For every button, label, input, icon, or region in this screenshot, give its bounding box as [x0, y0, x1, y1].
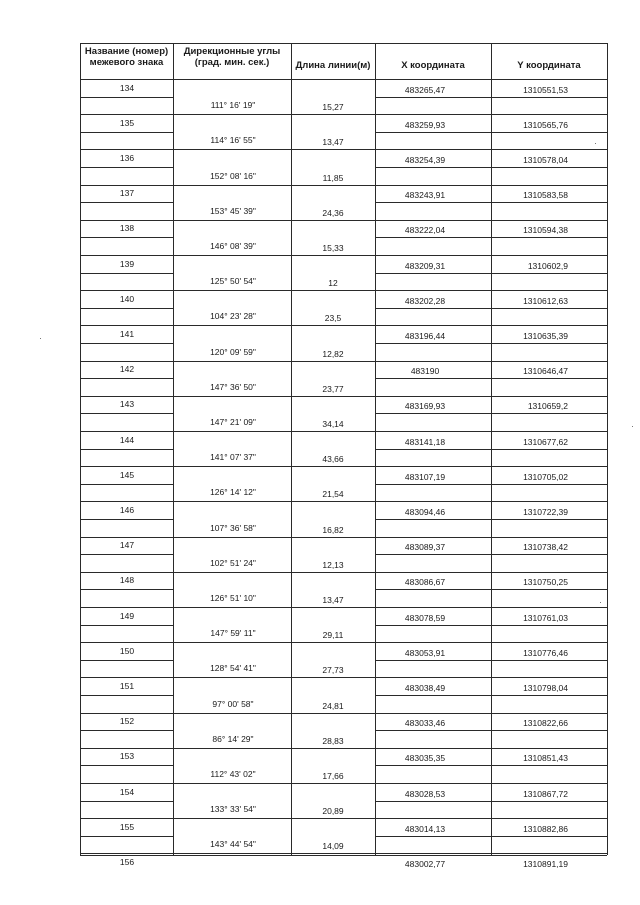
direction-angle: 147° 36' 50": [210, 381, 256, 392]
rule-segment-top: [173, 537, 375, 538]
header-direction-angle: Дирекционные углы (град. мин. сек.): [183, 46, 281, 68]
x-coordinate: 483028,53: [404, 788, 446, 799]
table-border-bottom: [80, 855, 607, 856]
x-coordinate: 483202,28: [404, 295, 446, 306]
x-coordinate: 483089,37: [404, 542, 446, 553]
rule-coordinates: [375, 202, 607, 203]
point-name: 153: [119, 751, 135, 762]
rule-segment-top: [173, 185, 375, 186]
point-name: 139: [119, 258, 135, 269]
line-length: 23,77: [322, 383, 344, 394]
rule-segment-top: [173, 572, 375, 573]
x-coordinate: 483141,18: [404, 436, 446, 447]
rule-coordinates: [375, 167, 607, 168]
rule-coordinates: [375, 730, 607, 731]
point-name: 138: [119, 223, 135, 234]
rule-coordinates: [375, 255, 607, 256]
point-name: 155: [119, 821, 135, 832]
rule-point-name: [80, 132, 173, 133]
header-x-coordinate: X координата: [401, 60, 465, 71]
rule-coordinates: [375, 748, 607, 749]
x-coordinate: 483209,31: [404, 260, 446, 271]
point-name: 145: [119, 469, 135, 480]
direction-angle: 128° 54' 41": [210, 663, 256, 674]
line-length: 16,82: [322, 524, 344, 535]
rule-point-name: [80, 149, 173, 150]
point-name: 144: [119, 434, 135, 445]
rule-coordinates: [375, 325, 607, 326]
rule-segment-top: [173, 220, 375, 221]
y-coordinate: 1310891,19: [523, 858, 568, 869]
rule-coordinates: [375, 677, 607, 678]
rule-segment-top: [173, 713, 375, 714]
x-coordinate: 483033,46: [404, 718, 446, 729]
line-length: 15,27: [322, 102, 344, 113]
line-length: 20,89: [322, 806, 344, 817]
rule-point-name: [80, 413, 173, 414]
line-length: 17,66: [322, 770, 344, 781]
rule-coordinates: [375, 818, 607, 819]
rule-point-name: [80, 431, 173, 432]
point-name: 141: [119, 328, 135, 339]
rule-point-name: [80, 114, 173, 115]
rule-point-name: [80, 255, 173, 256]
direction-angle: 104° 23' 28": [210, 311, 256, 322]
x-coordinate: 483222,04: [404, 225, 446, 236]
point-name: 134: [119, 82, 135, 93]
rule-point-name: [80, 572, 173, 573]
x-coordinate: 483002,77: [404, 858, 446, 869]
header-line-length: Длина линии(м): [295, 60, 371, 71]
rule-segment-top: [173, 149, 375, 150]
point-name: 151: [119, 680, 135, 691]
line-length: 12: [328, 278, 338, 289]
rule-point-name: [80, 836, 173, 837]
rule-coordinates: [375, 290, 607, 291]
rule-point-name: [80, 853, 173, 854]
rule-point-name: [80, 765, 173, 766]
direction-angle: 102° 51' 24": [210, 557, 256, 568]
point-name: 156: [119, 856, 135, 867]
rule-coordinates: [375, 361, 607, 362]
y-coordinate: 1310583,58: [523, 190, 568, 201]
rule-coordinates: [375, 343, 607, 344]
rule-segment-top: [173, 607, 375, 608]
x-coordinate: 483038,49: [404, 682, 446, 693]
rule-segment-top: [173, 290, 375, 291]
rule-point-name: [80, 97, 173, 98]
rule-point-name: [80, 466, 173, 467]
rule-segment-bottom: [173, 853, 375, 854]
rule-point-name: [80, 343, 173, 344]
x-coordinate: 483035,35: [404, 753, 446, 764]
line-length: 24,36: [322, 207, 344, 218]
rule-coordinates: [375, 572, 607, 573]
x-coordinate: 483243,91: [404, 190, 446, 201]
line-length: 11,85: [322, 172, 344, 183]
direction-angle: 152° 08' 16": [210, 170, 256, 181]
x-coordinate: 483196,44: [404, 330, 446, 341]
rule-coordinates: [375, 713, 607, 714]
direction-angle: 126° 14' 12": [210, 487, 256, 498]
y-coordinate: 1310750,25: [523, 577, 568, 588]
rule-coordinates: [375, 554, 607, 555]
line-length: 12,82: [322, 348, 344, 359]
direction-angle: 125° 50' 54": [210, 276, 256, 287]
rule-point-name: [80, 783, 173, 784]
y-coordinate: 1310594,38: [523, 225, 568, 236]
rule-coordinates: [375, 642, 607, 643]
y-coordinate: 1310646,47: [523, 366, 568, 377]
line-length: 23,5: [324, 313, 342, 324]
line-length: 15,33: [322, 242, 344, 253]
rule-point-name: [80, 748, 173, 749]
direction-angle: 143° 44' 54": [210, 839, 256, 850]
y-coordinate: 1310822,66: [523, 718, 568, 729]
direction-angle: 126° 51' 10": [210, 592, 256, 603]
rule-coordinates: [375, 801, 607, 802]
rule-coordinates: [375, 765, 607, 766]
rule-point-name: [80, 818, 173, 819]
y-coordinate: 1310659,2: [527, 401, 568, 412]
rule-point-name: [80, 642, 173, 643]
rule-coordinates: [375, 695, 607, 696]
direction-angle: 141° 07' 37": [210, 452, 256, 463]
point-name: 152: [119, 716, 135, 727]
y-coordinate: 1310551,53: [523, 84, 568, 95]
rule-point-name: [80, 607, 173, 608]
point-name: 136: [119, 152, 135, 163]
rule-point-name: [80, 730, 173, 731]
direction-angle: 111° 16' 19": [210, 100, 256, 111]
point-name: 135: [119, 117, 135, 128]
x-coordinate: 483169,93: [404, 401, 446, 412]
rule-point-name: [80, 713, 173, 714]
line-length: 34,14: [322, 418, 344, 429]
rule-point-name: [80, 554, 173, 555]
rule-segment-top: [173, 748, 375, 749]
rule-coordinates: [375, 149, 607, 150]
rule-coordinates: [375, 273, 607, 274]
point-name: 148: [119, 575, 135, 586]
rule-coordinates: [375, 607, 607, 608]
rule-point-name: [80, 519, 173, 520]
x-coordinate: 483254,39: [404, 154, 446, 165]
rule-coordinates: [375, 220, 607, 221]
x-coordinate: 483053,91: [404, 647, 446, 658]
rule-point-name: [80, 449, 173, 450]
x-coordinate: 483014,13: [404, 823, 446, 834]
point-name: 142: [119, 364, 135, 375]
column-line-2: [291, 43, 292, 855]
rule-coordinates: [375, 625, 607, 626]
rule-point-name: [80, 695, 173, 696]
direction-angle: 147° 21' 09": [210, 416, 256, 427]
rule-coordinates: [375, 237, 607, 238]
direction-angle: 120° 09' 59": [210, 346, 256, 357]
rule-segment-top: [173, 255, 375, 256]
x-coordinate: 483086,67: [404, 577, 446, 588]
rule-coordinates: [375, 378, 607, 379]
rule-segment-top: [173, 501, 375, 502]
rule-point-name: [80, 625, 173, 626]
line-length: 14,09: [322, 841, 344, 852]
rule-segment-top: [173, 783, 375, 784]
rule-segment-top: [173, 818, 375, 819]
rule-point-name: [80, 660, 173, 661]
rule-coordinates: [375, 537, 607, 538]
rule-point-name: [80, 677, 173, 678]
line-length: 29,11: [322, 630, 344, 641]
line-length: 28,83: [322, 735, 344, 746]
rule-segment-top: [173, 79, 375, 80]
direction-angle: 86° 14' 29": [212, 733, 254, 744]
y-coordinate: 1310565,76: [523, 119, 568, 130]
y-coordinate: 1310635,39: [523, 330, 568, 341]
x-coordinate: 483190: [410, 366, 440, 377]
y-coordinate: 1310882,86: [523, 823, 568, 834]
direction-angle: 107° 36' 58": [210, 522, 256, 533]
rule-coordinates: [375, 396, 607, 397]
rule-segment-top: [173, 114, 375, 115]
scan-speck: [600, 602, 601, 603]
rule-coordinates: [375, 308, 607, 309]
direction-angle: 153° 45' 39": [210, 205, 256, 216]
rule-coordinates: [375, 853, 607, 854]
line-length: 24,81: [322, 700, 344, 711]
rule-point-name: [80, 273, 173, 274]
rule-segment-top: [173, 396, 375, 397]
y-coordinate: 1310867,72: [523, 788, 568, 799]
rule-point-name: [80, 202, 173, 203]
point-name: 143: [119, 399, 135, 410]
point-name: 140: [119, 293, 135, 304]
point-name: 147: [119, 540, 135, 551]
direction-angle: 146° 08' 39": [210, 240, 256, 251]
direction-angle: 114° 16' 55": [210, 135, 256, 146]
point-name: 150: [119, 645, 135, 656]
header-y-coordinate: Y координата: [517, 60, 581, 71]
y-coordinate: 1310738,42: [523, 542, 568, 553]
line-length: 13,47: [322, 137, 344, 148]
rule-point-name: [80, 167, 173, 168]
rule-point-name: [80, 361, 173, 362]
rule-coordinates: [375, 660, 607, 661]
scan-speck: [40, 338, 41, 339]
y-coordinate: 1310761,03: [523, 612, 568, 623]
rule-coordinates: [375, 519, 607, 520]
x-coordinate: 483259,93: [404, 119, 446, 130]
x-coordinate: 483107,19: [404, 471, 446, 482]
point-name: 154: [119, 786, 135, 797]
x-coordinate: 483265,47: [404, 84, 446, 95]
rule-coordinates: [375, 836, 607, 837]
rule-coordinates: [375, 501, 607, 502]
table-border-top: [80, 43, 607, 44]
rule-coordinates: [375, 97, 607, 98]
line-length: 21,54: [322, 489, 344, 500]
rule-coordinates: [375, 114, 607, 115]
rule-coordinates: [375, 431, 607, 432]
rule-segment-top: [173, 361, 375, 362]
line-length: 12,13: [322, 559, 344, 570]
line-length: 43,66: [322, 454, 344, 465]
y-coordinate: 1310578,04: [523, 154, 568, 165]
rule-point-name: [80, 290, 173, 291]
y-coordinate: 1310602,9: [527, 260, 568, 271]
y-coordinate: 1310722,39: [523, 506, 568, 517]
y-coordinate: 1310776,46: [523, 647, 568, 658]
scan-speck: [595, 143, 596, 144]
direction-angle: 112° 43' 02": [210, 768, 256, 779]
rule-coordinates: [375, 783, 607, 784]
y-coordinate: 1310851,43: [523, 753, 568, 764]
line-length: 13,47: [322, 594, 344, 605]
direction-angle: 147° 59' 11": [210, 628, 256, 639]
y-coordinate: 1310705,02: [523, 471, 568, 482]
rule-point-name: [80, 220, 173, 221]
scan-speck: [632, 426, 633, 427]
line-length: 27,73: [322, 665, 344, 676]
rule-segment-top: [173, 677, 375, 678]
point-name: 146: [119, 504, 135, 515]
header-point-name: Название (номер) межевого знака: [84, 46, 169, 68]
rule-coordinates: [375, 413, 607, 414]
x-coordinate: 483078,59: [404, 612, 446, 623]
point-name: 137: [119, 188, 135, 199]
rule-coordinates: [375, 132, 607, 133]
rule-point-name: [80, 801, 173, 802]
point-name: 149: [119, 610, 135, 621]
y-coordinate: 1310677,62: [523, 436, 568, 447]
rule-segment-top: [173, 642, 375, 643]
column-line-5: [607, 43, 608, 855]
rule-point-name: [80, 484, 173, 485]
rule-point-name: [80, 308, 173, 309]
rule-point-name: [80, 501, 173, 502]
column-line-1: [173, 43, 174, 855]
rule-coordinates: [375, 466, 607, 467]
rule-point-name: [80, 589, 173, 590]
direction-angle: 133° 33' 54": [210, 804, 256, 815]
rule-coordinates: [375, 484, 607, 485]
y-coordinate: 1310798,04: [523, 682, 568, 693]
rule-point-name: [80, 378, 173, 379]
rule-segment-top: [173, 431, 375, 432]
rule-point-name: [80, 537, 173, 538]
rule-point-name: [80, 396, 173, 397]
direction-angle: 97° 00' 58": [212, 698, 254, 709]
rule-point-name: [80, 185, 173, 186]
rule-segment-top: [173, 325, 375, 326]
x-coordinate: 483094,46: [404, 506, 446, 517]
rule-segment-top: [173, 466, 375, 467]
rule-point-name: [80, 325, 173, 326]
rule-coordinates: [375, 589, 607, 590]
rule-point-name: [80, 237, 173, 238]
rule-coordinates: [375, 449, 607, 450]
rule-coordinates: [375, 185, 607, 186]
y-coordinate: 1310612,63: [523, 295, 568, 306]
